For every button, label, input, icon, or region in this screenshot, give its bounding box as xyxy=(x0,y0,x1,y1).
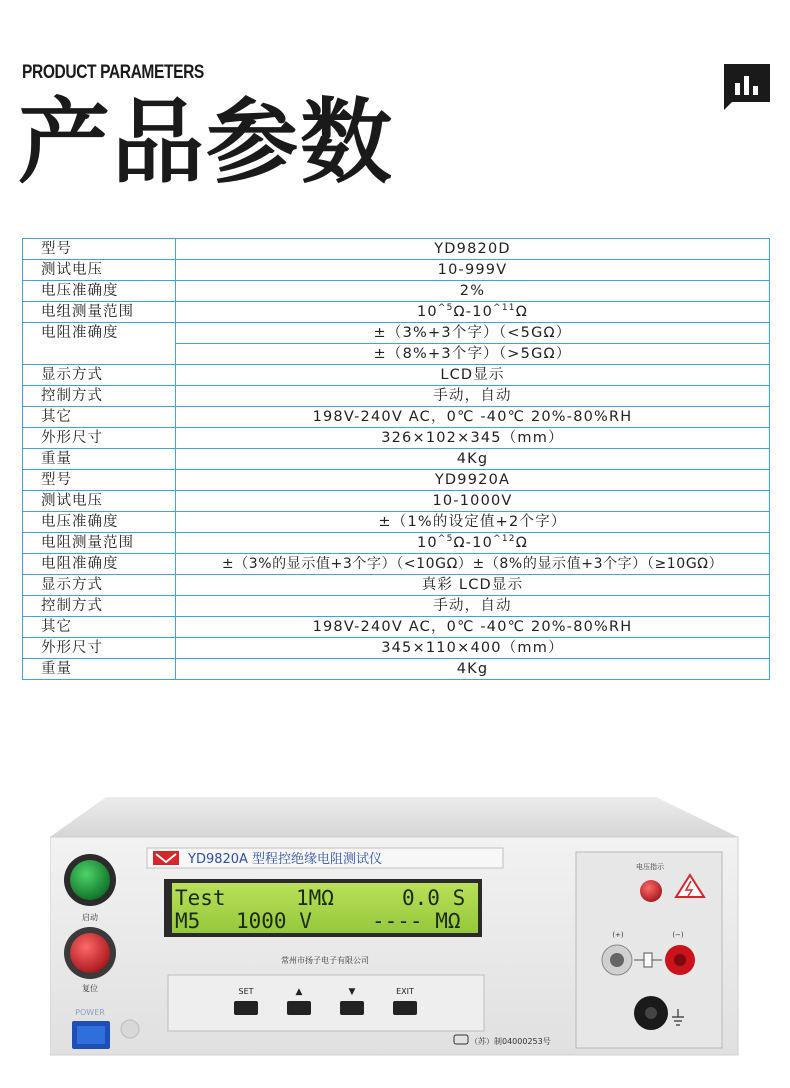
down-key xyxy=(340,1001,364,1015)
plus-label: (+) xyxy=(612,931,624,939)
row-label: 电阻准确度 xyxy=(23,323,176,365)
row-value xyxy=(176,302,770,323)
table-row xyxy=(23,575,770,596)
range-exp-high: ^12 xyxy=(493,534,516,545)
row-label: 型号 xyxy=(23,239,176,260)
range-exp-low: ^5 xyxy=(437,534,454,545)
row-label: 电阻准确度 xyxy=(23,554,176,575)
bar-chart-icon xyxy=(724,64,770,110)
table-row xyxy=(23,491,770,512)
table-row xyxy=(23,239,770,260)
row-label: 电压准确度 xyxy=(23,281,176,302)
row-value: 手动，自动 xyxy=(176,596,770,617)
reset-label: 复位 xyxy=(82,984,98,993)
lcd-line2-left: M5 xyxy=(175,909,201,933)
power-switch-face xyxy=(77,1026,105,1044)
row-value: 4Kg xyxy=(176,449,770,470)
row-value: 手动，自动 xyxy=(176,386,770,407)
row-value: 真彩 LCD显示 xyxy=(176,575,770,596)
device-photo xyxy=(50,795,740,1057)
row-value: 10-1000V xyxy=(176,491,770,512)
row-value: 198V-240V AC，0℃ -40℃ 20%-80%RH xyxy=(176,407,770,428)
table-row xyxy=(23,659,770,680)
row-value: YD9820D xyxy=(176,239,770,260)
up-key xyxy=(287,1001,311,1015)
lcd-line1-right: 0.0 S xyxy=(402,886,466,910)
table-row xyxy=(23,596,770,617)
table-row xyxy=(23,512,770,533)
row-label: 型号 xyxy=(23,470,176,491)
lcd-line2-right: ---- MΩ xyxy=(372,909,461,933)
key-label-set: SET xyxy=(238,987,254,996)
row-label: 控制方式 xyxy=(23,596,176,617)
row-label: 电组测量范围 xyxy=(23,302,176,323)
voltage-lamp xyxy=(640,880,662,902)
maker-name: 常州市扬子电子有限公司 xyxy=(281,956,369,965)
row-label: 重量 xyxy=(23,659,176,680)
row-label: 电阻测量范围 xyxy=(23,533,176,554)
row-value: ±（8%+3个字）（>5GΩ） xyxy=(176,344,770,365)
start-button xyxy=(70,860,110,900)
row-value: 326×102×345（mm） xyxy=(176,428,770,449)
row-label: 显示方式 xyxy=(23,365,176,386)
range-base: 10 xyxy=(417,535,438,551)
red-terminal-core xyxy=(674,954,686,966)
key-panel xyxy=(168,975,484,1031)
license-number: （苏）制04000253号 xyxy=(470,1037,551,1046)
table-row xyxy=(23,533,770,554)
table-row xyxy=(23,386,770,407)
row-label: 电压准确度 xyxy=(23,512,176,533)
range-exp-low: ^5 xyxy=(437,303,454,314)
lcd-line2-mid: 1000 V xyxy=(236,909,312,933)
power-knob xyxy=(121,1020,139,1038)
row-value: 198V-240V AC，0℃ -40℃ 20%-80%RH xyxy=(176,617,770,638)
table-row xyxy=(23,323,770,344)
set-key xyxy=(234,1001,258,1015)
table-row xyxy=(23,449,770,470)
power-label: POWER xyxy=(75,1008,105,1017)
row-label: 重量 xyxy=(23,449,176,470)
table-row xyxy=(23,302,770,323)
row-label: 测试电压 xyxy=(23,260,176,281)
range-mid: Ω-10 xyxy=(453,304,494,320)
row-label: 其它 xyxy=(23,407,176,428)
range-exp-high: ^11 xyxy=(493,303,516,314)
range-unit: Ω xyxy=(515,535,528,551)
row-value: ±（1%的设定值+2个字） xyxy=(176,512,770,533)
table-row xyxy=(23,638,770,659)
range-mid: Ω-10 xyxy=(453,535,494,551)
row-label: 外形尺寸 xyxy=(23,428,176,449)
bnc-terminal-core xyxy=(610,953,624,967)
row-value: ±（3%的显示值+3个字）（<10GΩ）±（8%的显示值+3个字）（≥10GΩ） xyxy=(176,554,770,575)
table-row xyxy=(23,281,770,302)
reset-button xyxy=(70,933,110,973)
case-top xyxy=(50,797,738,837)
voltage-indicator-label: 电压指示 xyxy=(636,863,664,871)
range-unit: Ω xyxy=(515,304,528,320)
row-value: ±（3%+3个字）（<5GΩ） xyxy=(176,323,770,344)
key-label-down: ▼ xyxy=(348,987,356,997)
row-label: 控制方式 xyxy=(23,386,176,407)
title-english: PRODUCT PARAMETERS xyxy=(22,62,204,83)
capacitor-symbol xyxy=(644,953,652,967)
row-label: 测试电压 xyxy=(23,491,176,512)
table-row xyxy=(23,365,770,386)
row-value: 2% xyxy=(176,281,770,302)
table-row xyxy=(23,554,770,575)
ground-terminal-core xyxy=(645,1007,657,1019)
lcd-line1-left: Test xyxy=(175,886,226,910)
exit-key xyxy=(393,1001,417,1015)
row-value: YD9920A xyxy=(176,470,770,491)
row-value: 345×110×400（mm） xyxy=(176,638,770,659)
table-row xyxy=(23,407,770,428)
row-label: 显示方式 xyxy=(23,575,176,596)
row-value: LCD显示 xyxy=(176,365,770,386)
table-row xyxy=(23,428,770,449)
table-row xyxy=(23,617,770,638)
start-label: 启动 xyxy=(82,913,98,922)
row-value xyxy=(176,533,770,554)
minus-label: (−) xyxy=(672,931,684,939)
table-row xyxy=(23,470,770,491)
row-label: 外形尺寸 xyxy=(23,638,176,659)
range-base: 10 xyxy=(417,304,438,320)
model-title: YD9820A 型程控绝缘电阻测试仪 xyxy=(188,852,383,867)
row-label: 其它 xyxy=(23,617,176,638)
table-row xyxy=(23,260,770,281)
row-value: 4Kg xyxy=(176,659,770,680)
key-label-exit: EXIT xyxy=(396,987,414,996)
title-chinese: 产品参数 xyxy=(18,89,395,196)
spec-table xyxy=(22,238,770,680)
row-value: 10-999V xyxy=(176,260,770,281)
key-label-up: ▲ xyxy=(295,987,303,997)
lcd-line1-mid: 1MΩ xyxy=(296,886,334,910)
